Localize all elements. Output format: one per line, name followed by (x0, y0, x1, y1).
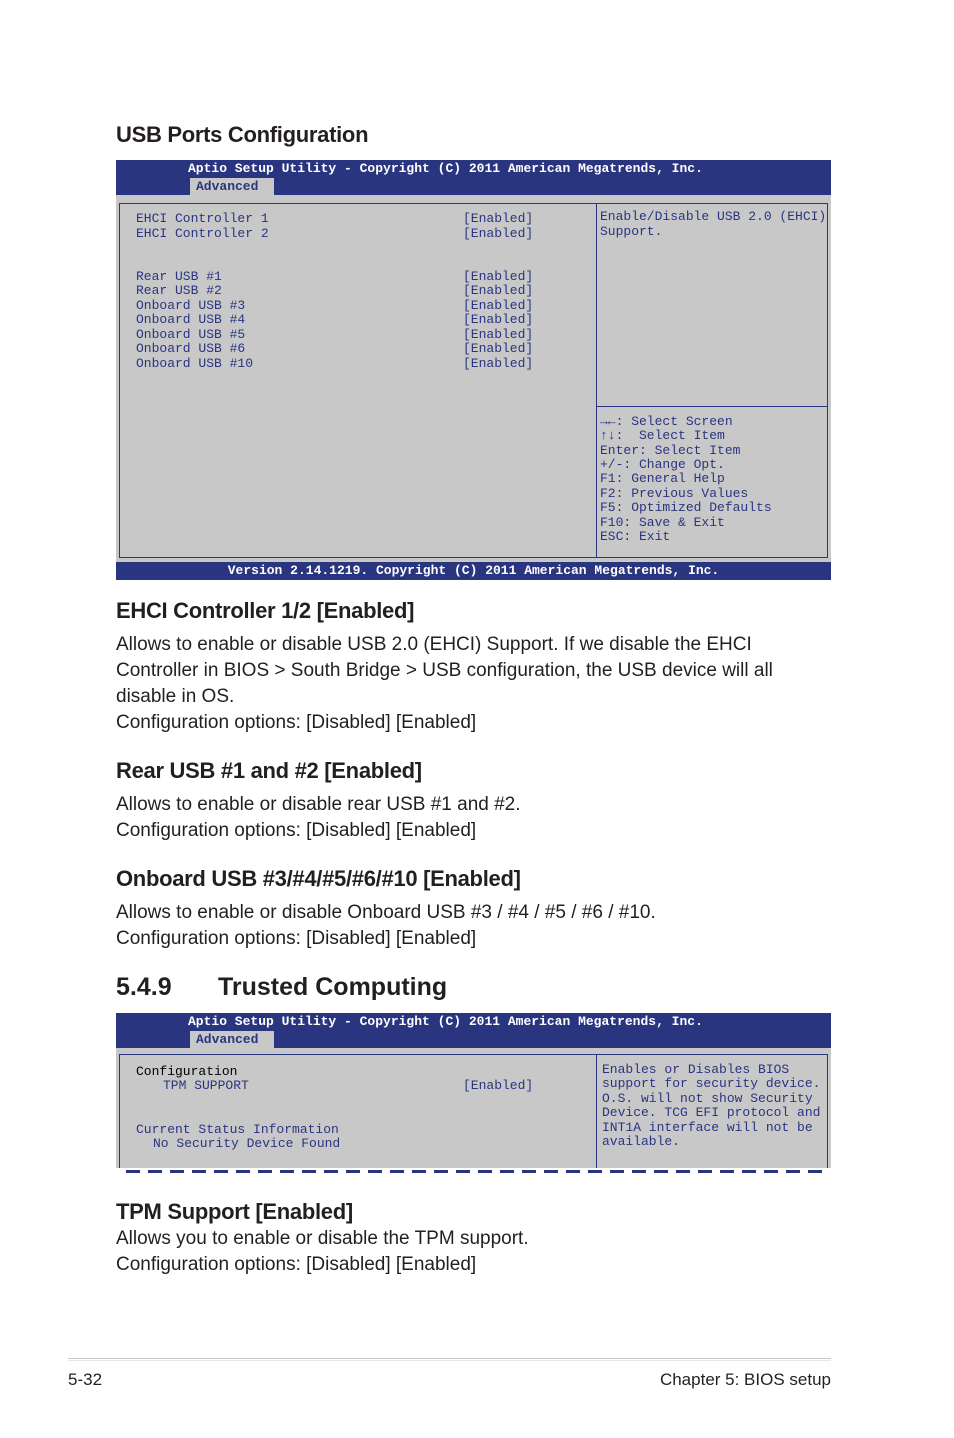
section-title-trusted-computing: Trusted Computing (218, 973, 448, 1001)
key-legend-f2: F2: Previous Values (600, 486, 749, 501)
status-info-value: No Security Device Found (153, 1136, 341, 1151)
paragraph-line: Allows to enable or disable USB 2.0 (EHCI) Support. If we disable the EHCI (116, 634, 752, 655)
key-legend-change: +/-: Change Opt. (600, 457, 725, 472)
cut-line-dash (324, 1170, 338, 1173)
paragraph-line: Allows to enable or disable Onboard USB #3 / #4 / #5 / #6 / #10. (116, 902, 656, 923)
chapter-label: Chapter 5: BIOS setup (659, 1370, 831, 1389)
menu-item-ehci-1[interactable]: EHCI Controller 1 (136, 211, 269, 226)
help-text-line: Device. TCG EFI protocol and (602, 1105, 821, 1120)
key-legend-enter: Enter: Select Item (600, 443, 741, 458)
footer-rule (68, 1358, 831, 1359)
tab-advanced[interactable]: Advanced (190, 1031, 274, 1048)
page-number: 5-32 (68, 1370, 103, 1389)
paragraph-line: Allows you to enable or disable the TPM support. (116, 1228, 529, 1249)
cut-line-dash (258, 1170, 272, 1173)
help-text-line: available. (602, 1134, 681, 1149)
key-legend-esc: ESC: Exit (600, 529, 671, 544)
menu-item-onboard-usb-4[interactable]: Onboard USB #4 (136, 312, 246, 327)
cut-line-dash (786, 1170, 800, 1173)
cut-line-dash (148, 1170, 162, 1173)
paragraph-line: Configuration options: [Disabled] [Enabled] (116, 712, 477, 733)
cut-line-dash (808, 1170, 822, 1173)
bios-title: Aptio Setup Utility - Copyright (C) 2011 American Megatrends, Inc. (188, 1014, 703, 1029)
menu-value-ehci-2[interactable]: [Enabled] (463, 226, 534, 241)
cut-line-dash (720, 1170, 734, 1173)
menu-item-rear-usb-1[interactable]: Rear USB #1 (136, 269, 222, 284)
cut-line-dash (192, 1170, 206, 1173)
help-text-line: Enables or Disables BIOS (602, 1062, 790, 1077)
paragraph-line: Controller in BIOS > South Bridge > USB configuration, the USB device will all (116, 660, 773, 681)
cut-line-dash (478, 1170, 492, 1173)
menu-value-onboard-usb-10[interactable]: [Enabled] (463, 356, 534, 371)
help-text-line: Support. (600, 224, 663, 239)
key-legend-f5: F5: Optimized Defaults (600, 500, 772, 515)
key-legend-f10: F10: Save & Exit (600, 515, 725, 530)
cut-line-dash (170, 1170, 184, 1173)
paragraph-line: Allows to enable or disable rear USB #1 and #2. (116, 794, 521, 815)
help-text-line: support for security device. (602, 1076, 821, 1091)
heading-ehci-controller: EHCI Controller 1/2 [Enabled] (116, 598, 415, 623)
cut-line-dash (676, 1170, 690, 1173)
paragraph-line: disable in OS. (116, 686, 235, 707)
menu-value-onboard-usb-3[interactable]: [Enabled] (463, 298, 534, 313)
tab-advanced[interactable]: Advanced (190, 178, 274, 195)
cut-line-dash (654, 1170, 668, 1173)
footer-rule-shadow (68, 1360, 831, 1361)
cut-line-dash (412, 1170, 426, 1173)
cut-line-dash (500, 1170, 514, 1173)
cut-line-dash (214, 1170, 228, 1173)
bios-title-bar (116, 1013, 831, 1048)
help-text-line: INT1A interface will not be (602, 1120, 813, 1135)
bios-title: Aptio Setup Utility - Copyright (C) 2011 American Megatrends, Inc. (188, 161, 703, 176)
cut-line-dash (610, 1170, 624, 1173)
menu-item-ehci-2[interactable]: EHCI Controller 2 (136, 226, 269, 241)
section-title-usb-ports: USB Ports Configuration (116, 122, 369, 147)
paragraph-line: Configuration options: [Disabled] [Enabled] (116, 820, 477, 841)
cut-line-dash (368, 1170, 382, 1173)
menu-item-tpm-support[interactable]: TPM SUPPORT (163, 1078, 249, 1093)
section-number: 5.4.9 (116, 973, 172, 1001)
bios-screen-trusted-computing (116, 1013, 831, 1173)
key-legend-select-screen: →←: Select Screen (600, 414, 733, 429)
menu-value-onboard-usb-4[interactable]: [Enabled] (463, 312, 534, 327)
bios-version-footer: Version 2.14.1219. Copyright (C) 2011 American Megatrends, Inc. (116, 562, 831, 580)
menu-value-onboard-usb-6[interactable]: [Enabled] (463, 341, 534, 356)
menu-item-onboard-usb-10[interactable]: Onboard USB #10 (136, 356, 254, 371)
cut-line-dash (456, 1170, 470, 1173)
cut-line-dash (698, 1170, 712, 1173)
cut-line-dash (236, 1170, 250, 1173)
menu-item-onboard-usb-6[interactable]: Onboard USB #6 (136, 341, 246, 356)
key-legend-select-item: ↑↓: Select Item (600, 428, 725, 443)
key-legend-f1: F1: General Help (600, 471, 725, 486)
cut-line-dash (588, 1170, 602, 1173)
status-info-label: Current Status Information (136, 1122, 339, 1137)
paragraph-line: Configuration options: [Disabled] [Enabled] (116, 1254, 477, 1275)
cut-line-dash (522, 1170, 536, 1173)
menu-value-ehci-1[interactable]: [Enabled] (463, 211, 534, 226)
cut-line-dash (632, 1170, 646, 1173)
heading-tpm-support: TPM Support [Enabled] (116, 1199, 353, 1224)
menu-value-onboard-usb-5[interactable]: [Enabled] (463, 327, 534, 342)
bios-title-bar (116, 160, 831, 195)
cut-line-dash (544, 1170, 558, 1173)
cut-line-dash (390, 1170, 404, 1173)
cut-line-dash (434, 1170, 448, 1173)
cut-line-dash (280, 1170, 294, 1173)
cut-line-dash (566, 1170, 580, 1173)
paragraph-line: Configuration options: [Disabled] [Enabled] (116, 928, 477, 949)
menu-item-onboard-usb-5[interactable]: Onboard USB #5 (136, 327, 246, 342)
bios-screen-usb-config (116, 160, 831, 580)
cut-line-dash (764, 1170, 778, 1173)
menu-item-rear-usb-2[interactable]: Rear USB #2 (136, 283, 222, 298)
help-text-line: O.S. will not show Security (602, 1091, 813, 1106)
help-text-line: Enable/Disable USB 2.0 (EHCI) (600, 209, 827, 224)
cut-line-dash (742, 1170, 756, 1173)
cut-line (116, 1168, 831, 1176)
config-label: Configuration (136, 1064, 238, 1079)
menu-value-rear-usb-1[interactable]: [Enabled] (463, 269, 534, 284)
menu-value-tpm-support[interactable]: [Enabled] (463, 1078, 534, 1093)
heading-rear-usb: Rear USB #1 and #2 [Enabled] (116, 758, 422, 783)
cut-line-dash (346, 1170, 360, 1173)
menu-item-onboard-usb-3[interactable]: Onboard USB #3 (136, 298, 246, 313)
cut-line-dash (302, 1170, 316, 1173)
heading-onboard-usb: Onboard USB #3/#4/#5/#6/#10 [Enabled] (116, 866, 521, 891)
cut-line-dash (126, 1170, 140, 1173)
menu-value-rear-usb-2[interactable]: [Enabled] (463, 283, 534, 298)
